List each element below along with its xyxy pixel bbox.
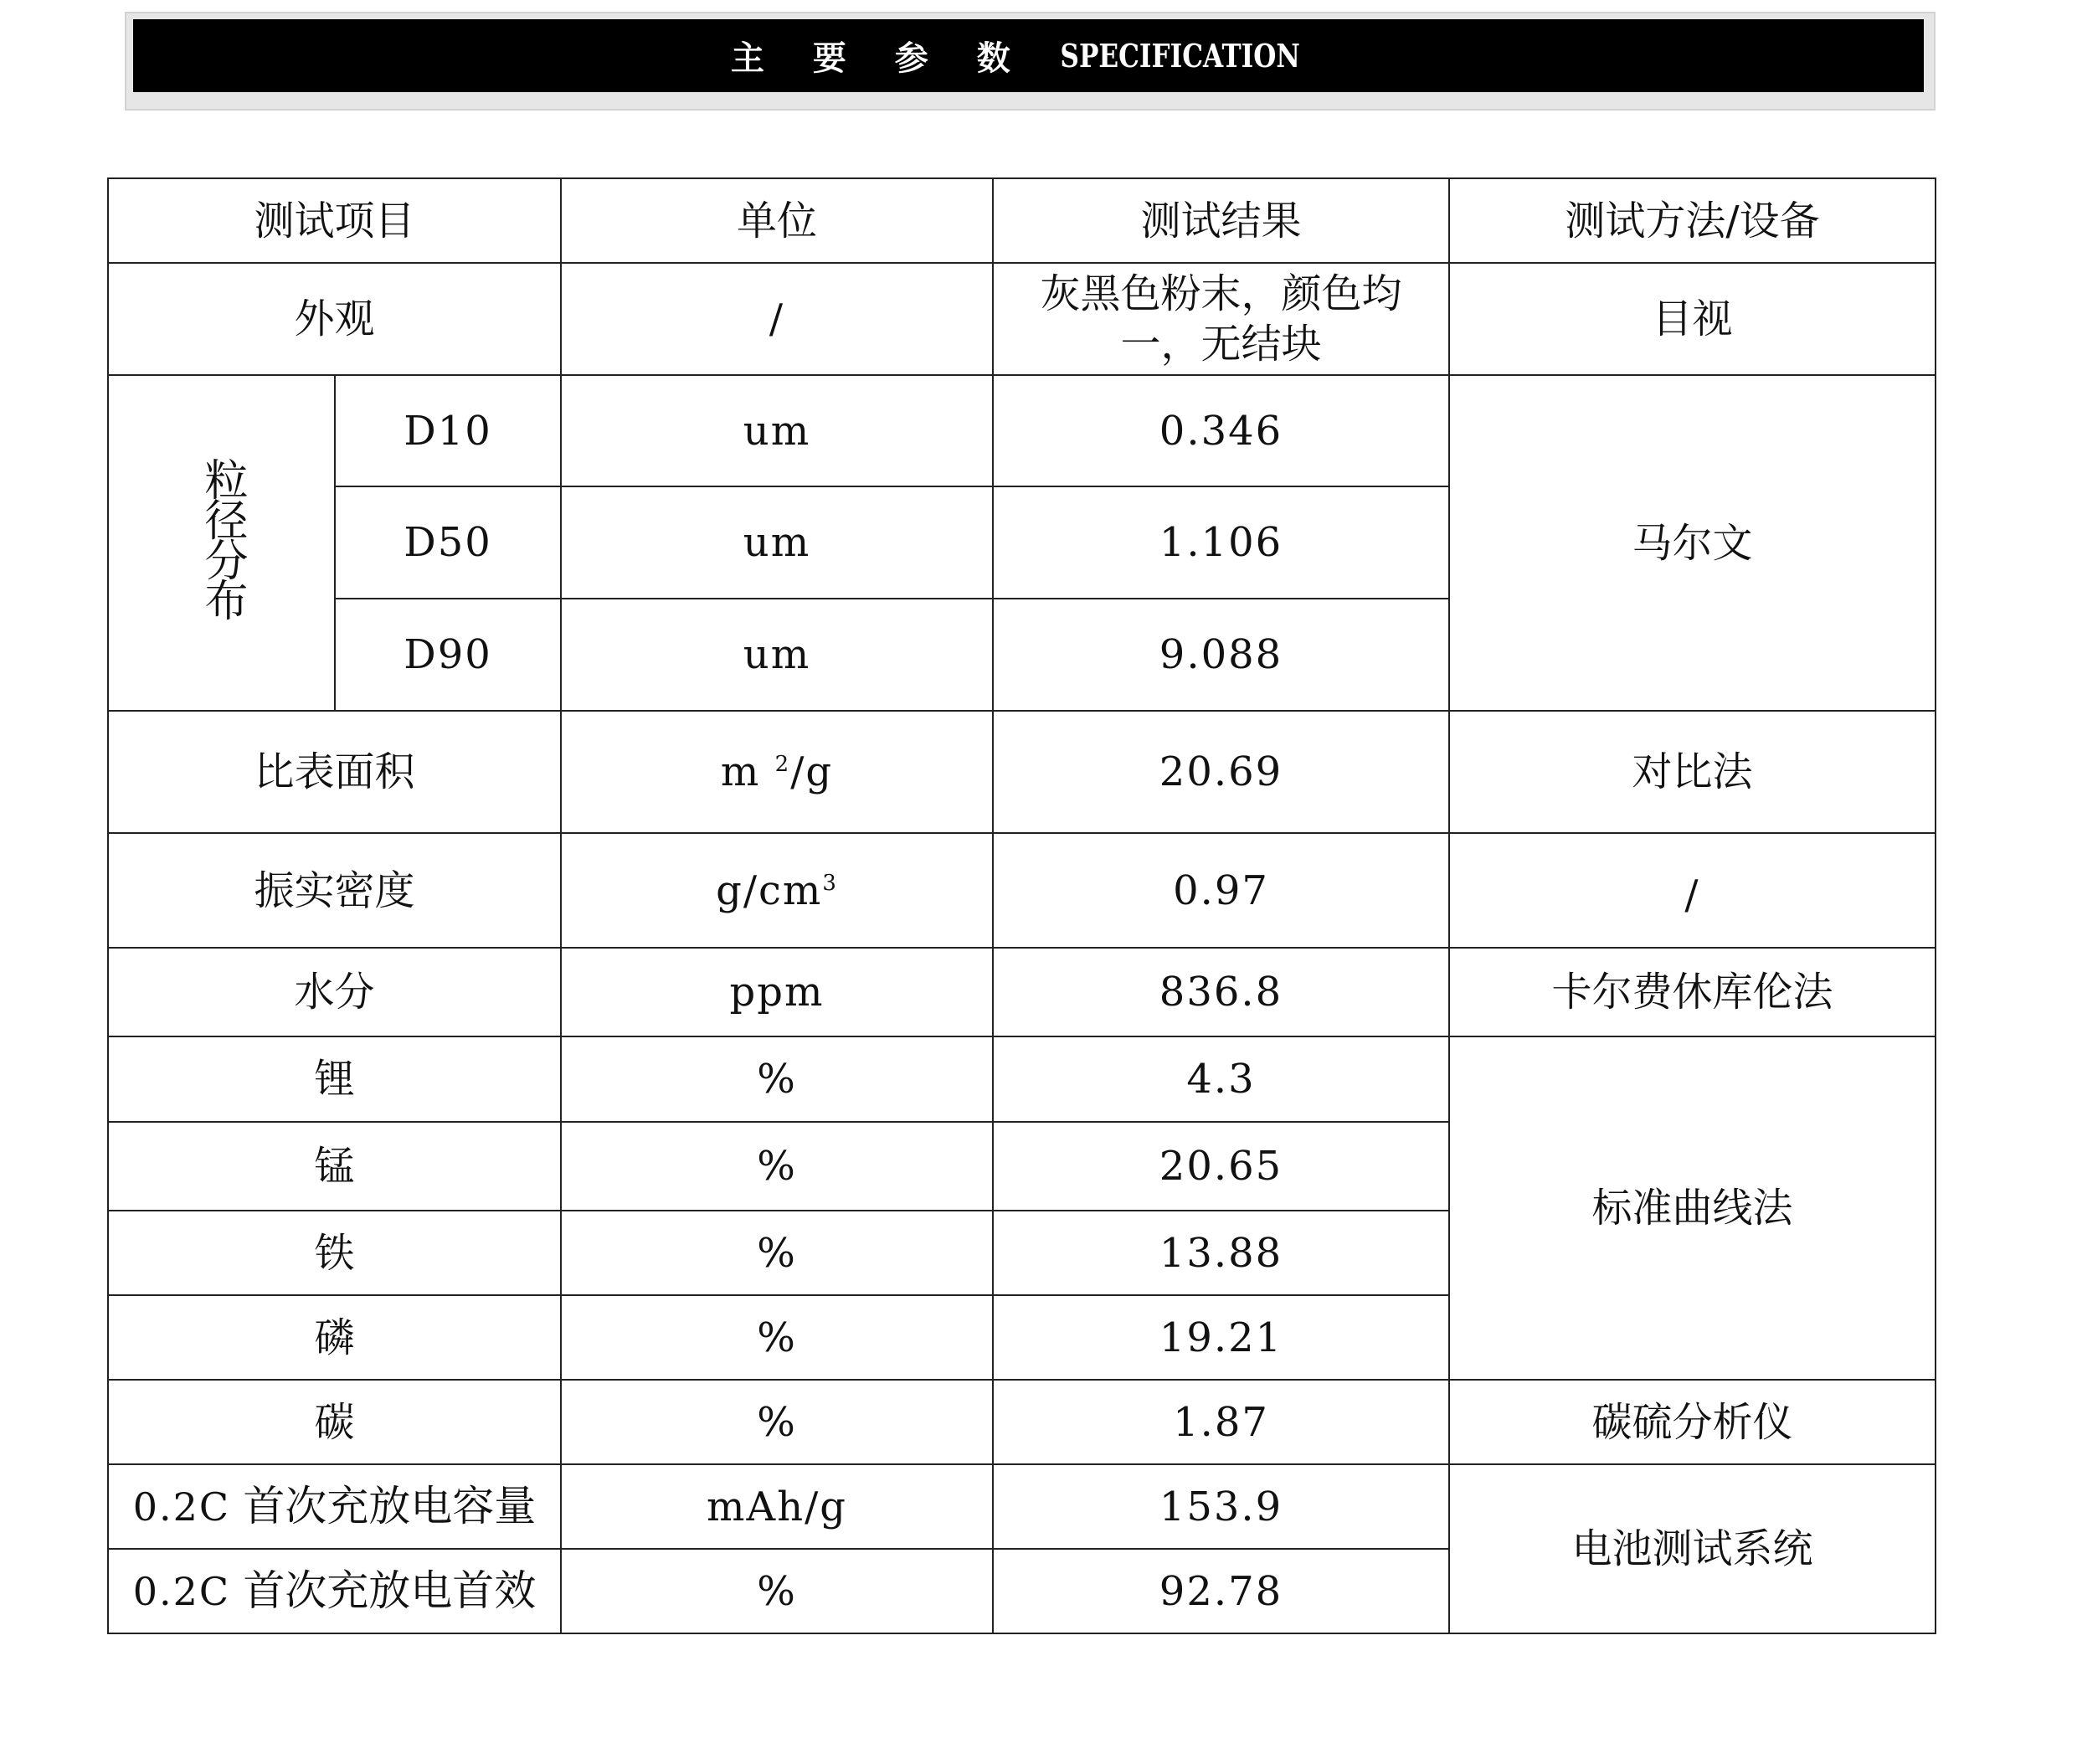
item-efficiency <box>108 1549 561 1633</box>
unit-d10: um <box>561 375 993 486</box>
unit-iron: % <box>561 1211 993 1295</box>
banner-title-cn: 主 要 参 数 <box>730 39 1029 78</box>
result-d90: 9.088 <box>993 599 1449 711</box>
unit-manganese: % <box>561 1122 993 1211</box>
table-header-row <box>108 178 1936 263</box>
item-phosphorus: 磷 <box>108 1295 561 1380</box>
method-appearance: 目视 <box>1449 263 1936 375</box>
table-row <box>108 1464 1936 1549</box>
method-surface-area: 对比法 <box>1449 711 1936 833</box>
result-moisture: 836.8 <box>993 948 1449 1036</box>
result-d10: 0.346 <box>993 375 1449 486</box>
method-battery: 电池测试系统 <box>1449 1464 1936 1633</box>
title-banner <box>133 19 1924 92</box>
item-moisture: 水分 <box>108 948 561 1036</box>
unit-capacity: mAh/g <box>561 1464 993 1549</box>
particle-group-label: 粒径分布 <box>197 456 247 618</box>
unit-tap-density <box>561 833 993 948</box>
table-row <box>108 263 1936 375</box>
banner-title-en: SPECIFICATION <box>1060 37 1300 75</box>
item-capacity-prefix: 0.2C <box>132 1484 231 1530</box>
result-efficiency: 92.78 <box>993 1549 1449 1633</box>
item-surface-area: 比表面积 <box>108 711 561 833</box>
unit-lithium: % <box>561 1036 993 1122</box>
result-capacity: 153.9 <box>993 1464 1449 1549</box>
item-efficiency-prefix: 0.2C <box>132 1569 231 1615</box>
method-elements: 标准曲线法 <box>1449 1036 1936 1380</box>
unit-surface-area <box>561 711 993 833</box>
table-row <box>108 711 1936 833</box>
item-manganese: 锰 <box>108 1122 561 1211</box>
result-lithium: 4.3 <box>993 1036 1449 1122</box>
result-tap-density: 0.97 <box>993 833 1449 948</box>
method-moisture: 卡尔费休库伦法 <box>1449 948 1936 1036</box>
unit-carbon: % <box>561 1380 993 1464</box>
unit-d50: um <box>561 486 993 599</box>
particle-group-cell <box>108 375 335 711</box>
result-carbon: 1.87 <box>993 1380 1449 1464</box>
result-surface-area: 20.69 <box>993 711 1449 833</box>
unit-surface-tail: /g <box>790 748 834 795</box>
result-d50: 1.106 <box>993 486 1449 599</box>
unit-efficiency: % <box>561 1549 993 1633</box>
method-particle: 马尔文 <box>1449 375 1936 711</box>
item-d90: D90 <box>335 599 561 711</box>
header-method: 测试方法/设备 <box>1449 178 1936 263</box>
table-row <box>108 948 1936 1036</box>
method-carbon: 碳硫分析仪 <box>1449 1380 1936 1464</box>
item-appearance: 外观 <box>108 263 561 375</box>
result-phosphorus: 19.21 <box>993 1295 1449 1380</box>
result-appearance: 灰黑色粉末，颜色均一，无结块 <box>993 263 1449 375</box>
unit-surface-base: m <box>720 748 761 795</box>
unit-appearance: / <box>561 263 993 375</box>
result-iron: 13.88 <box>993 1211 1449 1295</box>
result-manganese: 20.65 <box>993 1122 1449 1211</box>
header-test-item: 测试项目 <box>108 178 561 263</box>
item-carbon: 碳 <box>108 1380 561 1464</box>
item-tap-density: 振实密度 <box>108 833 561 948</box>
item-capacity-label: 首次充放电容量 <box>243 1482 537 1531</box>
table-row <box>108 833 1936 948</box>
unit-d90: um <box>561 599 993 711</box>
unit-moisture: ppm <box>561 948 993 1036</box>
header-result: 测试结果 <box>993 178 1449 263</box>
item-iron: 铁 <box>108 1211 561 1295</box>
unit-phosphorus: % <box>561 1295 993 1380</box>
item-efficiency-label: 首次充放电首效 <box>243 1566 537 1616</box>
unit-surface-sup: 2 <box>774 752 791 777</box>
table-row <box>108 1036 1936 1122</box>
unit-tap-base: g/cm <box>716 867 823 914</box>
item-lithium: 锂 <box>108 1036 561 1122</box>
item-d10: D10 <box>335 375 561 486</box>
header-unit: 单位 <box>561 178 993 263</box>
table-row <box>108 1380 1936 1464</box>
method-tap-density: / <box>1449 833 1936 948</box>
table-row <box>108 375 1936 486</box>
item-d50: D50 <box>335 486 561 599</box>
unit-tap-sup: 3 <box>822 870 838 896</box>
item-capacity <box>108 1464 561 1549</box>
specification-table <box>107 177 1936 1634</box>
